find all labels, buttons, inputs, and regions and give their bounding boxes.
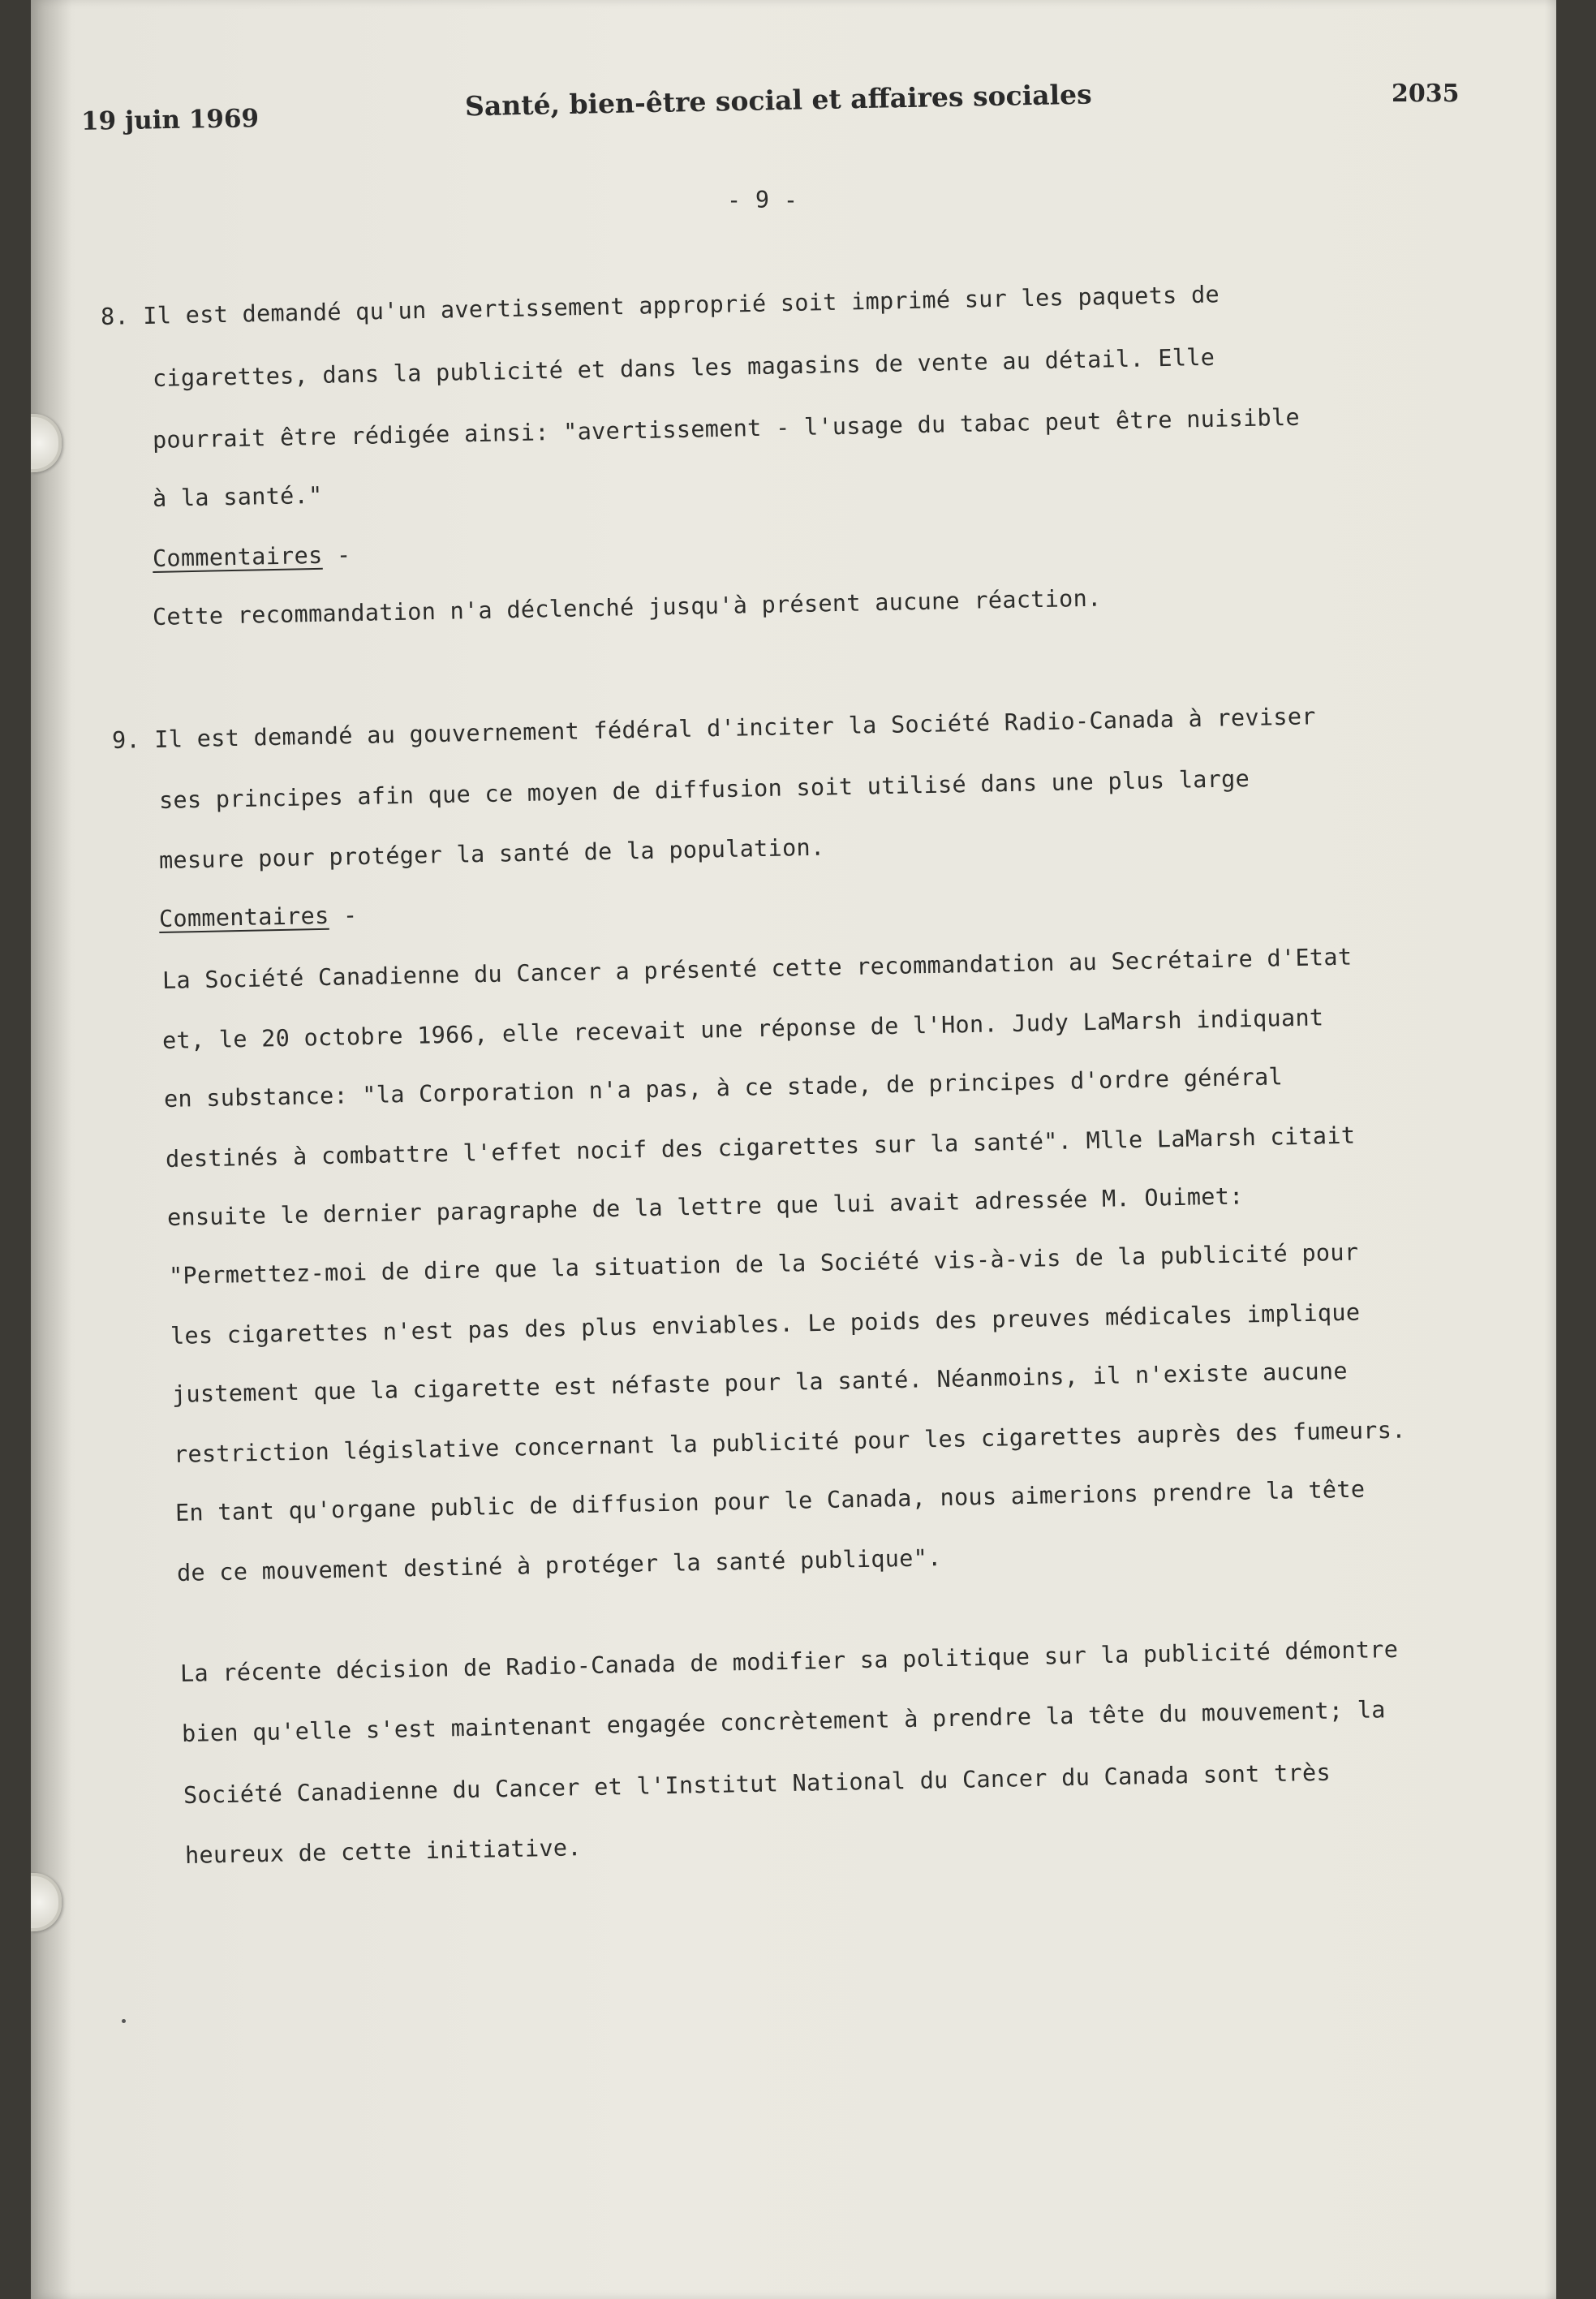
item-9-comment-line-2: et, le 20 octobre 1966, elle recevait une réponse de l'Hon. Judy LaMarsh indiquant [161,1004,1324,1054]
closing-line-3: Société Canadienne du Cancer et l'Institut National du Cancer du Canada sont très [183,1759,1331,1809]
item-9-comment-line-1: La Société Canadienne du Cancer a présenté cette recommandation au Secrétaire d'Etat [161,943,1353,994]
item-9-comments-dash: - [342,902,358,929]
item-8-comments-label: Commentaires [152,541,323,572]
header-title: Santé, bien-être social et affaires sociales [464,78,1093,123]
stray-mark [122,2019,126,2023]
closing-line-2: bien qu'elle s'est maintenant engagée concrètement à prendre la tête du mouvement; la [181,1696,1387,1747]
item-9-comment-line-6: "Permettez-moi de dire que la situation de la Société vis-à-vis de la publicité pour [168,1238,1359,1289]
item-8-line-1: 8. Il est demandé qu'un avertissement approprié soit imprimé sur les paquets de [100,281,1220,330]
typed-page-number: - 9 - [727,187,798,213]
item-8-line-3: pourrait être rédigée ainsi: "avertissement - l'usage du tabac peut être nuisible [152,403,1301,454]
closing-line-1: La récente décision de Radio-Canada de modifier sa politique sur la publicité démontre [179,1635,1399,1687]
item-9-comment-line-10: En tant qu'organe public de diffusion pour le Canada, nous aimerions prendre la tête [174,1475,1366,1526]
item-9-comment-line-8: justement que la cigarette est néfaste pour la santé. Néanmoins, il n'existe aucune [171,1357,1349,1408]
header-date: 19 juin 1969 [80,104,260,136]
item-9-line-2: ses principes afin que ce moyen de diffusion soit utilisé dans une plus large [158,765,1250,814]
header-page-number: 2035 [1392,80,1460,108]
typescript-body [31,0,1556,2299]
item-9-line-1: 9. Il est demandé au gouvernement fédéral d'inciter la Société Radio-Canada à reviser [111,703,1317,754]
item-8-comments-dash: - [336,541,351,569]
item-8-line-2: cigarettes, dans la publicité et dans les magasins de vente au détail. Elle [152,343,1215,392]
item-9-comments-label: Commentaires [158,902,329,932]
item-9-comment-line-11: de ce mouvement destiné à protéger la santé publique". [176,1544,942,1586]
item-8-comments-heading [153,541,351,572]
item-8-line-4: à la santé." [152,481,323,512]
item-9-line-3: mesure pour protéger la santé de la population. [158,833,825,874]
item-9-comment-line-5: ensuite le dernier paragraphe de la lettre que lui avait adressée M. Ouimet: [166,1182,1244,1231]
item-9-comment-line-9: restriction législative concernant la publicité pour les cigarettes auprès des fumeurs. [173,1416,1406,1468]
item-8-comment-line-1: Cette recommandation n'a déclenché jusqu'à présent aucune réaction. [152,584,1102,631]
item-9-comment-line-7: les cigarettes n'est pas des plus enviables. Le poids des preuves médicales implique [170,1298,1361,1350]
document-page [31,0,1556,2299]
item-9-comment-line-4: destinés à combattre l'effet nocif des cigarettes sur la santé". Mlle LaMarsh citait [165,1122,1356,1173]
item-9-comment-line-3: en substance: "la Corporation n'a pas, à ce stade, de principes d'ordre général [163,1063,1284,1113]
closing-line-4: heureux de cette initiative. [184,1834,583,1869]
item-9-comments-heading [159,902,358,932]
